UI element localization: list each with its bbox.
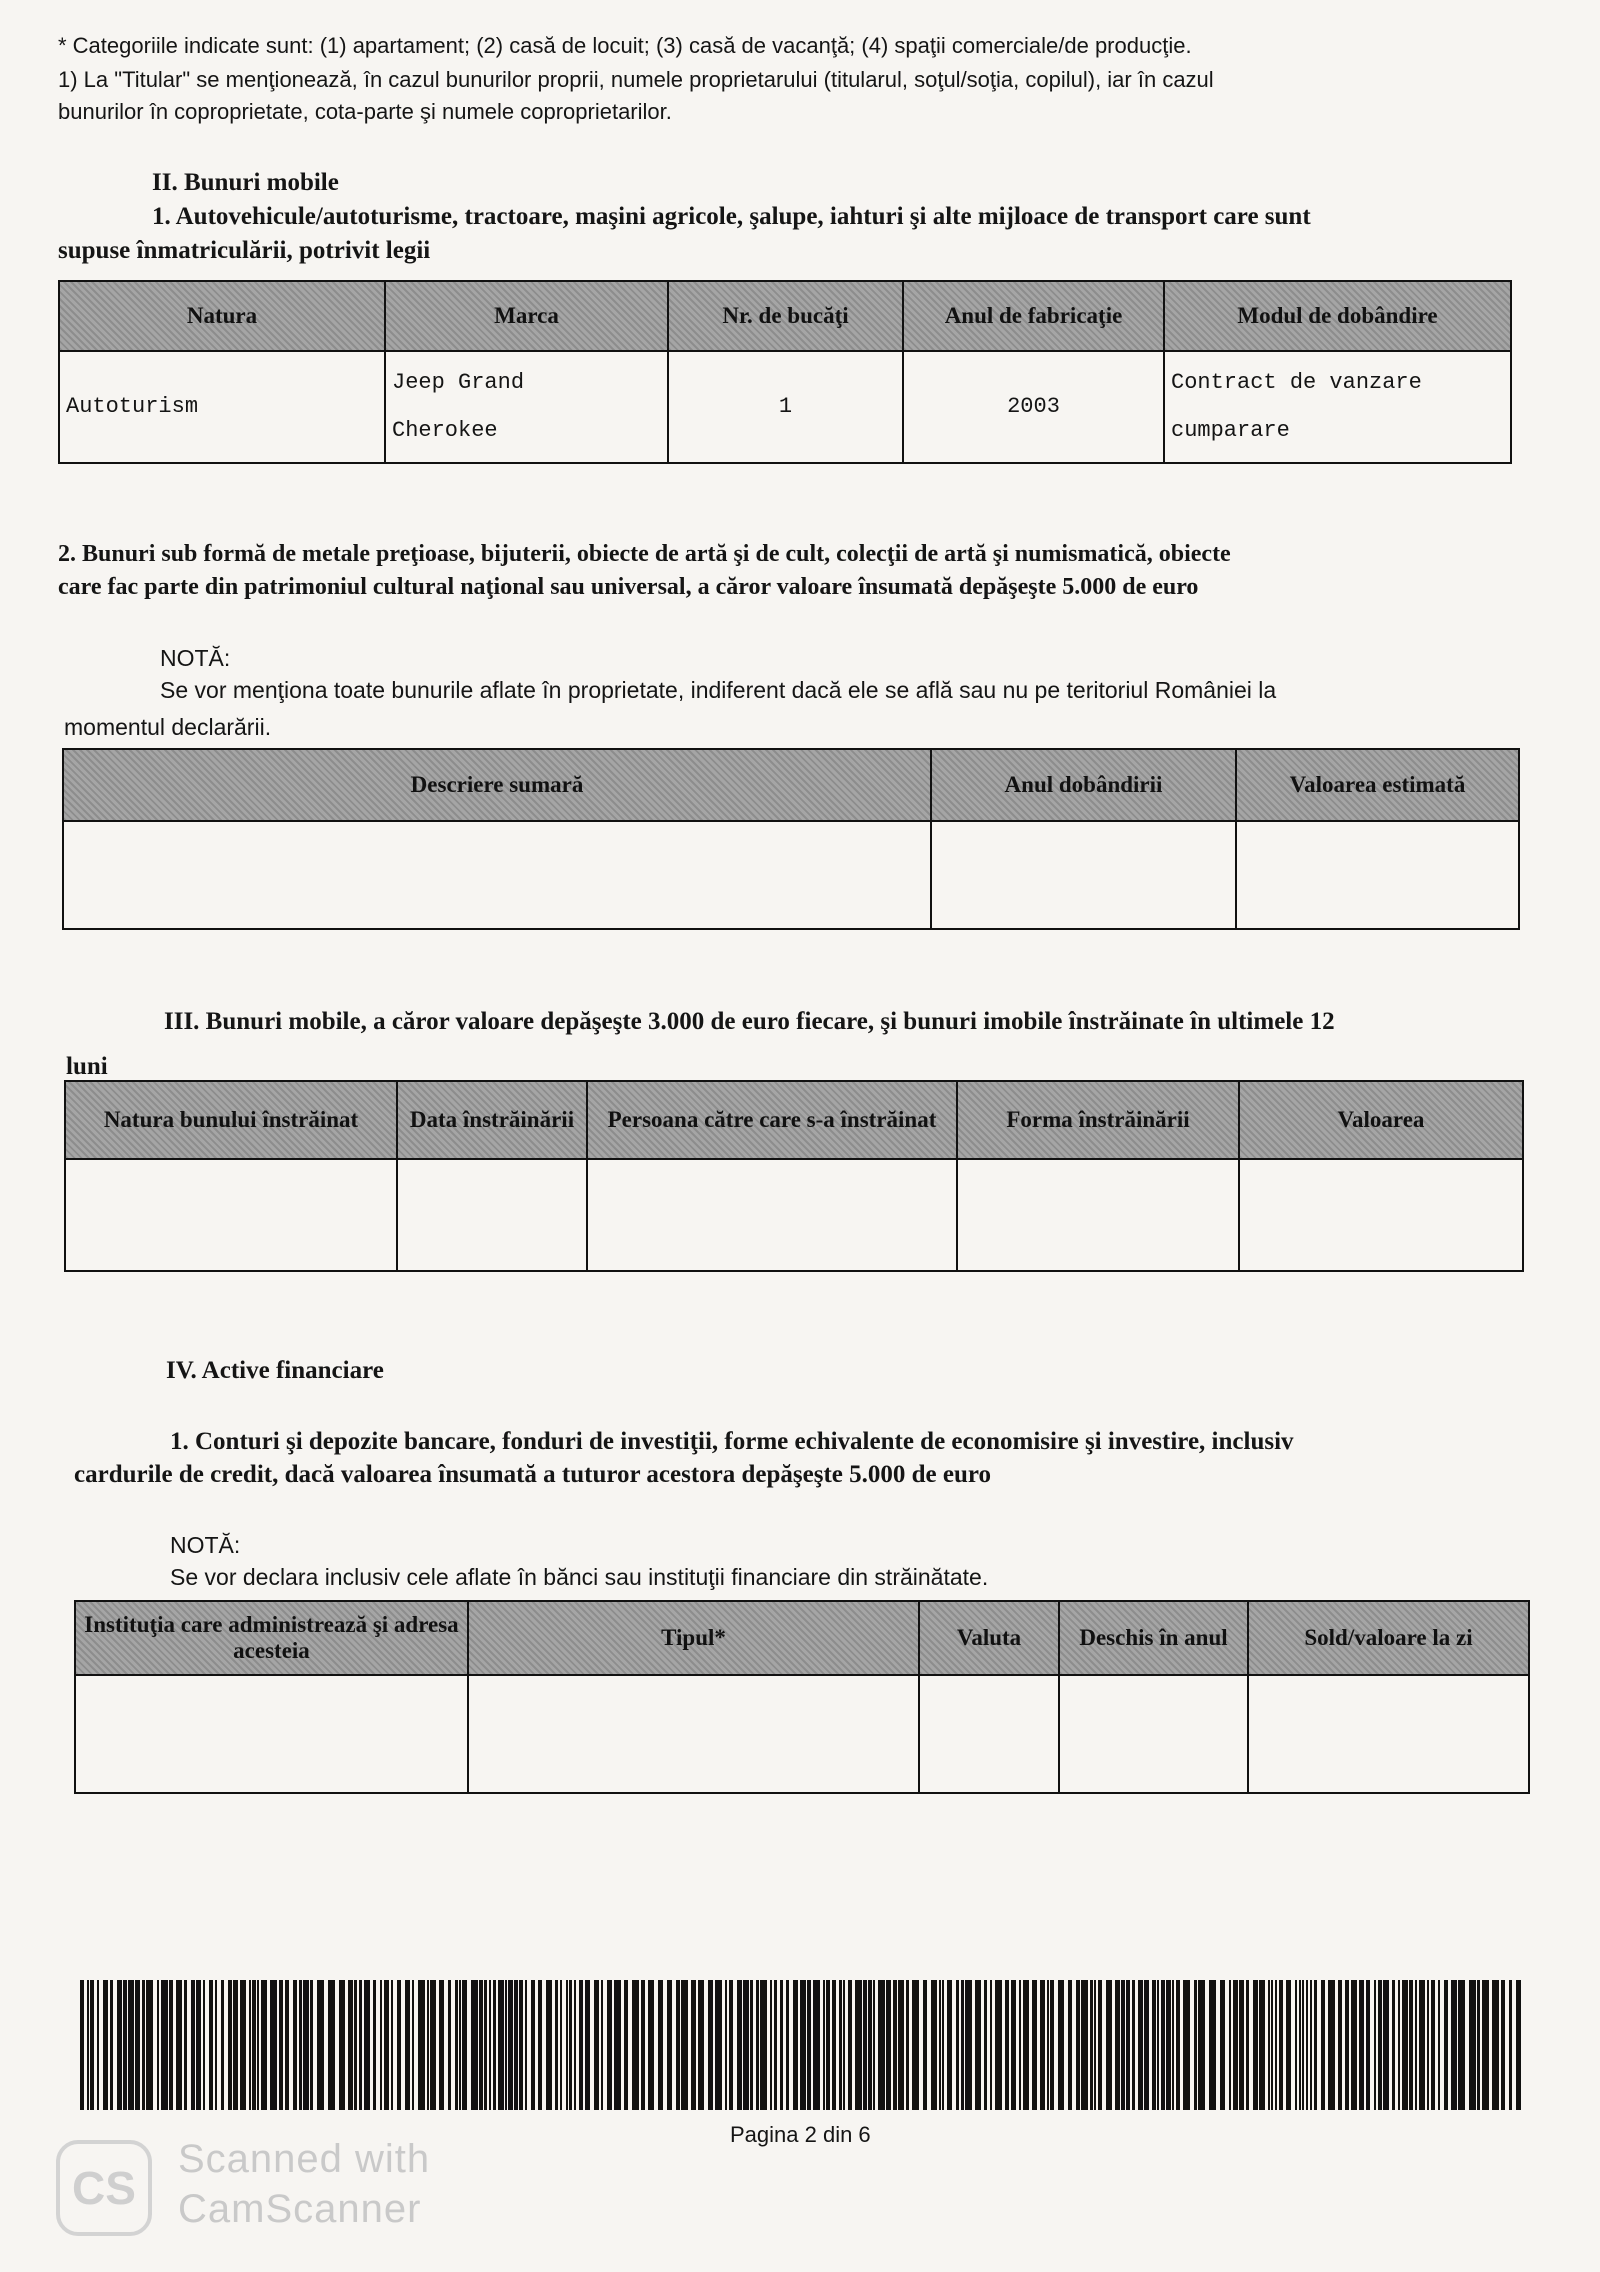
barcode-bar bbox=[285, 1980, 289, 2110]
header-descriere-sumara: Descriere sumară bbox=[63, 749, 931, 821]
barcode-bar bbox=[1019, 1980, 1021, 2110]
barcode-bar bbox=[594, 1980, 599, 2110]
barcode-bar bbox=[514, 1980, 518, 2110]
barcode-bar bbox=[823, 1980, 825, 2110]
barcode-bar bbox=[1509, 1980, 1512, 2110]
barcode-bar bbox=[1259, 1980, 1265, 2110]
barcode-bar bbox=[1011, 1980, 1016, 2110]
barcode-bar bbox=[800, 1980, 806, 2110]
barcode-bar bbox=[1492, 1980, 1499, 2110]
subsection-conturi-line1: 1. Conturi şi depozite bancare, fonduri de investiţii, forme echivalente de economisire şi investire, inclusiv bbox=[170, 1428, 1294, 1455]
barcode-bar bbox=[1299, 1980, 1301, 2110]
barcode-bar bbox=[303, 1980, 309, 2110]
table-header-row bbox=[75, 1601, 1529, 1675]
barcode-bar bbox=[786, 1980, 789, 2110]
header-natura-bunului: Natura bunului înstrăinat bbox=[65, 1081, 397, 1159]
header-natura: Natura bbox=[59, 281, 385, 351]
barcode-bar bbox=[1438, 1980, 1440, 2110]
header-sold-valoare: Sold/valoare la zi bbox=[1248, 1601, 1529, 1675]
barcode-bar bbox=[1198, 1980, 1205, 2110]
barcode-bar bbox=[261, 1980, 267, 2110]
barcode-bar bbox=[196, 1980, 201, 2110]
barcode-bar bbox=[293, 1980, 297, 2110]
barcode-bar bbox=[1005, 1980, 1009, 2110]
barcode-bar bbox=[391, 1980, 393, 2110]
barcode-bar bbox=[1378, 1980, 1382, 2110]
barcode-bar bbox=[110, 1980, 113, 2110]
barcode-bar bbox=[215, 1980, 217, 2110]
barcode-bar bbox=[942, 1980, 944, 2110]
barcode-bar bbox=[1427, 1980, 1429, 2110]
camscanner-line2: CamScanner bbox=[178, 2187, 422, 2231]
subsection-2-line1: 2. Bunuri sub formă de metale preţioase, bijuterii, obiecte de artă şi de cult, colecţii de artă şi numismatică, obiecte bbox=[58, 541, 1231, 567]
barcode-bar bbox=[270, 1980, 277, 2110]
table-row bbox=[75, 1675, 1529, 1793]
cell-marca bbox=[385, 351, 668, 463]
barcode-bar bbox=[1058, 1980, 1064, 2110]
barcode-bar bbox=[780, 1980, 783, 2110]
barcode-bar bbox=[1161, 1980, 1165, 2110]
barcode-bar bbox=[354, 1980, 357, 2110]
barcode-bar bbox=[397, 1980, 401, 2110]
header-nr-bucati: Nr. de bucăţi bbox=[668, 281, 903, 351]
barcode-bar bbox=[1050, 1980, 1054, 2110]
barcode-bar bbox=[380, 1980, 382, 2110]
barcode-bar bbox=[1295, 1980, 1297, 2110]
barcode-bar bbox=[793, 1980, 798, 2110]
cell-natura: Autoturism bbox=[59, 351, 385, 463]
barcode-bar bbox=[418, 1980, 425, 2110]
cell-empty bbox=[1236, 821, 1519, 929]
barcode-bar bbox=[1239, 1980, 1244, 2110]
barcode-bar bbox=[1047, 1980, 1049, 2110]
barcode-bar bbox=[1482, 1980, 1489, 2110]
barcode-bar bbox=[1098, 1980, 1102, 2110]
barcode-bar bbox=[1501, 1980, 1505, 2110]
section-title-active-financiare: IV. Active financiare bbox=[166, 1357, 384, 1384]
barcode-bar bbox=[546, 1980, 552, 2110]
barcode-bar bbox=[878, 1980, 885, 2110]
barcode-bar bbox=[947, 1980, 952, 2110]
barcode-bar bbox=[1351, 1980, 1357, 2110]
barcode-bar bbox=[1469, 1980, 1476, 2110]
barcode-bar bbox=[448, 1980, 451, 2110]
barcode-bar bbox=[531, 1980, 535, 2110]
barcode-bar bbox=[1302, 1980, 1304, 2110]
barcode-bar bbox=[1090, 1980, 1093, 2110]
barcode-bar bbox=[1345, 1980, 1349, 2110]
barcode-bar bbox=[614, 1980, 621, 2110]
barcode-bar bbox=[886, 1980, 891, 2110]
cell-empty bbox=[1248, 1675, 1529, 1793]
table-header-row bbox=[63, 749, 1519, 821]
barcode-bar bbox=[455, 1980, 458, 2110]
camscanner-line1: Scanned with bbox=[178, 2137, 431, 2181]
barcode-bar bbox=[1268, 1980, 1270, 2110]
camscanner-watermark bbox=[178, 2134, 430, 2234]
titular-note-line1: 1) La "Titular" se menţionează, în cazul bunurilor proprii, numele proprietarului (titularul, soţul/soţia, copilul), iar în cazul bbox=[58, 67, 1214, 92]
categories-note: * Categoriile indicate sunt: (1) apartament; (2) casă de locuit; (3) casă de vacanţă; (4) spaţii comerciale/de producţie. bbox=[58, 33, 1192, 58]
barcode-bar bbox=[252, 1980, 256, 2110]
barcode-bar bbox=[1306, 1980, 1308, 2110]
page-number: Pagina 2 din 6 bbox=[730, 2122, 871, 2147]
barcode-bar bbox=[1328, 1980, 1335, 2110]
barcode-bar bbox=[117, 1980, 122, 2110]
barcode-bar bbox=[555, 1980, 558, 2110]
barcode-bar bbox=[471, 1980, 478, 2110]
barcode-bar bbox=[585, 1980, 590, 2110]
vehicles-table bbox=[58, 280, 1512, 464]
barcode-bar bbox=[843, 1980, 845, 2110]
barcode-bar bbox=[317, 1980, 324, 2110]
alienated-assets-table bbox=[64, 1080, 1524, 1272]
titular-note-line2: bunurilor în coproprietate, cota-parte şi numele coproprietarilor. bbox=[58, 99, 672, 124]
barcode-bar bbox=[508, 1980, 513, 2110]
barcode-bar bbox=[658, 1980, 663, 2110]
nota-label: NOTĂ: bbox=[160, 645, 231, 671]
barcode-bar bbox=[1275, 1980, 1277, 2110]
nota-label-financiare: NOTĂ: bbox=[170, 1532, 241, 1558]
barcode-bar bbox=[1183, 1980, 1190, 2110]
barcode-bar bbox=[667, 1980, 672, 2110]
barcode-bar bbox=[90, 1980, 94, 2110]
barcode-bar bbox=[1402, 1980, 1408, 2110]
table-header-row bbox=[59, 281, 1511, 351]
barcode-bar bbox=[142, 1980, 145, 2110]
barcode-bar bbox=[484, 1980, 487, 2110]
barcode-bar bbox=[923, 1980, 927, 2110]
barcode-bar bbox=[1321, 1980, 1325, 2110]
barcode-bar bbox=[807, 1980, 811, 2110]
barcode-bar bbox=[1209, 1980, 1216, 2110]
barcode-bar bbox=[839, 1980, 842, 2110]
subsection-1-line2: supuse înmatriculării, potrivit legii bbox=[58, 237, 431, 264]
barcode-bar bbox=[715, 1980, 722, 2110]
barcode-bar bbox=[760, 1980, 767, 2110]
header-valuta: Valuta bbox=[919, 1601, 1059, 1675]
barcode-bar bbox=[1477, 1980, 1480, 2110]
header-tipul: Tipul* bbox=[468, 1601, 919, 1675]
barcode-bar bbox=[1271, 1980, 1273, 2110]
barcode-bar bbox=[525, 1980, 527, 2110]
barcode-bar bbox=[725, 1980, 727, 2110]
barcode-bar bbox=[961, 1980, 964, 2110]
barcode-bar bbox=[1040, 1980, 1045, 2110]
subsection-conturi-line2: cardurile de credit, dacă valoarea însumată a tuturor acestora depăşeşte 5.000 de euro bbox=[74, 1461, 992, 1488]
barcode-bar bbox=[373, 1980, 376, 2110]
barcode-bar bbox=[1121, 1980, 1125, 2110]
cell-marca-line2: Cherokee bbox=[392, 418, 498, 443]
section-title-bunuri-mobile: II. Bunuri mobile bbox=[152, 169, 339, 196]
barcode-bar bbox=[1194, 1980, 1197, 2110]
header-anul-fabricatie: Anul de fabricaţie bbox=[903, 281, 1164, 351]
barcode-bar bbox=[1144, 1980, 1149, 2110]
header-data-instrainarii: Data înstrăinării bbox=[397, 1081, 587, 1159]
barcode-bar bbox=[184, 1980, 187, 2110]
barcode-bar bbox=[233, 1980, 238, 2110]
barcode-bar bbox=[479, 1980, 483, 2110]
barcode-bar bbox=[1431, 1980, 1435, 2110]
table-row bbox=[59, 351, 1511, 463]
barcode-bar bbox=[519, 1980, 523, 2110]
nota-financiare-line1: Se vor declara inclusiv cele aflate în bănci sau instituţii financiare din străinătate. bbox=[170, 1564, 989, 1590]
cell-empty bbox=[468, 1675, 919, 1793]
barcode-bar bbox=[774, 1980, 777, 2110]
barcode-bar bbox=[1359, 1980, 1364, 2110]
barcode-bar bbox=[462, 1980, 467, 2110]
barcode-bar bbox=[80, 1980, 84, 2110]
header-valoarea: Valoarea bbox=[1239, 1081, 1523, 1159]
barcode-bar bbox=[1392, 1980, 1395, 2110]
header-forma-instrainarii: Forma înstrăinării bbox=[957, 1081, 1239, 1159]
barcode-bar bbox=[770, 1980, 772, 2110]
barcode-bar bbox=[676, 1980, 680, 2110]
barcode-bar bbox=[1253, 1980, 1258, 2110]
barcode-bar bbox=[931, 1980, 937, 2110]
cell-modul-line2: cumparare bbox=[1171, 418, 1290, 443]
barcode-bar bbox=[146, 1980, 153, 2110]
barcode-bar bbox=[750, 1980, 753, 2110]
section-title-instrainate-line1: III. Bunuri mobile, a căror valoare depăşeşte 3.000 de euro fiecare, şi bunuri imobile înstrăinate în ultimele 12 bbox=[164, 1008, 1335, 1035]
table-row bbox=[63, 821, 1519, 929]
barcode-bar bbox=[906, 1980, 909, 2110]
barcode-bar bbox=[579, 1980, 583, 2110]
barcode-bar bbox=[359, 1980, 362, 2110]
header-marca: Marca bbox=[385, 281, 668, 351]
barcode-bar bbox=[569, 1980, 572, 2110]
barcode-bar bbox=[128, 1980, 134, 2110]
barcode-bar bbox=[505, 1980, 507, 2110]
barcode-bar bbox=[1157, 1980, 1159, 2110]
barcode-bar bbox=[339, 1980, 345, 2110]
barcode-bar bbox=[427, 1980, 429, 2110]
barcode-bar bbox=[975, 1980, 981, 2110]
barcode-bar bbox=[574, 1980, 576, 2110]
barcode-bar bbox=[157, 1980, 159, 2110]
header-persoana: Persoana către care s-a înstrăinat bbox=[587, 1081, 957, 1159]
barcode-bar bbox=[1032, 1980, 1037, 2110]
header-modul-dobandire: Modul de dobândire bbox=[1164, 281, 1511, 351]
barcode-bar bbox=[1166, 1980, 1171, 2110]
barcode-bar bbox=[863, 1980, 867, 2110]
cell-nr-bucati: 1 bbox=[668, 351, 903, 463]
barcode-bar bbox=[813, 1980, 820, 2110]
nota-line2: momentul declarării. bbox=[64, 714, 272, 740]
barcode-bar bbox=[203, 1980, 205, 2110]
barcode-bar bbox=[1451, 1980, 1457, 2110]
header-anul-dobandirii: Anul dobândirii bbox=[931, 749, 1236, 821]
barcode-bar bbox=[221, 1980, 224, 2110]
barcode-bar bbox=[1415, 1980, 1417, 2110]
barcode-bar bbox=[939, 1980, 941, 2110]
barcode-bar bbox=[257, 1980, 259, 2110]
barcode-bar bbox=[489, 1980, 491, 2110]
table-row bbox=[65, 1159, 1523, 1271]
barcode-bar bbox=[956, 1980, 959, 2110]
camscanner-logo: CS bbox=[56, 2140, 152, 2236]
cell-empty bbox=[397, 1159, 587, 1271]
barcode-bar bbox=[493, 1980, 496, 2110]
cell-empty bbox=[1239, 1159, 1523, 1271]
cell-empty bbox=[75, 1675, 468, 1793]
barcode-bar bbox=[743, 1980, 749, 2110]
cell-empty bbox=[63, 821, 931, 929]
barcode-bar bbox=[169, 1980, 173, 2110]
table-header-row bbox=[65, 1081, 1523, 1159]
cell-modul-dobandire bbox=[1164, 351, 1511, 463]
barcode-bar bbox=[832, 1980, 836, 2110]
barcode-image bbox=[80, 1980, 1530, 2110]
barcode-bar bbox=[538, 1980, 542, 2110]
barcode-bar bbox=[691, 1980, 696, 2110]
barcode-bar bbox=[123, 1980, 127, 2110]
barcode-bar bbox=[439, 1980, 444, 2110]
barcode-bar bbox=[868, 1980, 872, 2110]
barcode-bar bbox=[1398, 1980, 1400, 2110]
financial-accounts-table bbox=[74, 1600, 1530, 1794]
barcode-bar bbox=[1081, 1980, 1088, 2110]
cell-marca-line1: Jeep Grand bbox=[392, 370, 525, 395]
barcode-bar bbox=[990, 1980, 992, 2110]
barcode-bar bbox=[1106, 1980, 1112, 2110]
barcode-bar bbox=[459, 1980, 461, 2110]
nota-line1: Se vor menţiona toate bunurile aflate în proprietate, indiferent dacă ele se află sau nu pe teritoriul României la bbox=[160, 677, 1277, 703]
barcode-bar bbox=[1444, 1980, 1448, 2110]
barcode-bar bbox=[405, 1980, 410, 2110]
barcode-bar bbox=[348, 1980, 353, 2110]
barcode-bar bbox=[632, 1980, 639, 2110]
barcode-bar bbox=[1409, 1980, 1413, 2110]
barcode-bar bbox=[364, 1980, 370, 2110]
barcode-bar bbox=[984, 1980, 987, 2110]
barcode-bar bbox=[1152, 1980, 1156, 2110]
barcode-bar bbox=[965, 1980, 972, 2110]
barcode-bar bbox=[1138, 1980, 1143, 2110]
barcode-bar bbox=[191, 1980, 195, 2110]
barcode-bar bbox=[1516, 1980, 1521, 2110]
barcode-bar bbox=[737, 1980, 742, 2110]
cell-empty bbox=[1059, 1675, 1248, 1793]
barcode-bar bbox=[384, 1980, 389, 2110]
cell-modul-line1: Contract de vanzare bbox=[1171, 370, 1422, 395]
barcode-bar bbox=[729, 1980, 733, 2110]
header-deschis-in-anul: Deschis în anul bbox=[1059, 1601, 1248, 1675]
barcode-bar bbox=[848, 1980, 852, 2110]
barcode-bar bbox=[328, 1980, 335, 2110]
barcode-bar bbox=[1286, 1980, 1291, 2110]
barcode-bar bbox=[641, 1980, 645, 2110]
barcode-bar bbox=[1220, 1980, 1225, 2110]
barcode-bar bbox=[1246, 1980, 1249, 2110]
cell-empty bbox=[587, 1159, 957, 1271]
barcode-bar bbox=[249, 1980, 251, 2110]
barcode-bar bbox=[681, 1980, 688, 2110]
subsection-1-line1: 1. Autovehicule/autoturisme, tractoare, maşini agricole, şalupe, iahturi şi alte mijloace de transport care sunt bbox=[152, 203, 1311, 230]
barcode-bar bbox=[1458, 1980, 1465, 2110]
barcode-bar bbox=[279, 1980, 283, 2110]
barcode-bar bbox=[566, 1980, 568, 2110]
cell-empty bbox=[65, 1159, 397, 1271]
barcode-bar bbox=[1383, 1980, 1389, 2110]
barcode-bar bbox=[1115, 1980, 1120, 2110]
barcode-bar bbox=[1094, 1980, 1096, 2110]
barcode-bar bbox=[310, 1980, 313, 2110]
cell-empty bbox=[957, 1159, 1239, 1271]
barcode-bar bbox=[855, 1980, 862, 2110]
barcode-bar bbox=[873, 1980, 875, 2110]
barcode-bar bbox=[756, 1980, 759, 2110]
barcode-bar bbox=[1176, 1980, 1180, 2110]
header-institutia: Instituţia care administrează şi adresa acesteia bbox=[75, 1601, 468, 1675]
barcode-bar bbox=[1229, 1980, 1231, 2110]
barcode-bar bbox=[228, 1980, 232, 2110]
cell-anul-fabricatie: 2003 bbox=[903, 351, 1164, 463]
barcode-bar bbox=[97, 1980, 99, 2110]
header-valoarea-estimata: Valoarea estimată bbox=[1236, 749, 1519, 821]
barcode-bar bbox=[1338, 1980, 1342, 2110]
barcode-bar bbox=[624, 1980, 628, 2110]
section-title-instrainate-line2: luni bbox=[66, 1053, 108, 1080]
barcode-bar bbox=[209, 1980, 213, 2110]
barcode-bar bbox=[176, 1980, 182, 2110]
barcode-bar bbox=[430, 1980, 436, 2110]
barcode-bar bbox=[601, 1980, 603, 2110]
barcode-bar bbox=[826, 1980, 830, 2110]
subsection-2-line2: care fac parte din patrimoniul cultural naţional sau universal, a căror valoare însumată depăşeşte 5.000 de euro bbox=[58, 574, 1199, 600]
barcode-bar bbox=[299, 1980, 302, 2110]
barcode-bar bbox=[560, 1980, 562, 2110]
barcode-bar bbox=[1366, 1980, 1370, 2110]
barcode-bar bbox=[135, 1980, 140, 2110]
barcode-bar bbox=[1132, 1980, 1135, 2110]
barcode-bar bbox=[1126, 1980, 1130, 2110]
barcode-bar bbox=[1076, 1980, 1080, 2110]
barcode-bar bbox=[898, 1980, 904, 2110]
barcode-bar bbox=[1023, 1980, 1029, 2110]
barcode-bar bbox=[912, 1980, 919, 2110]
barcode-bar bbox=[607, 1980, 612, 2110]
barcode-bar bbox=[1233, 1980, 1238, 2110]
barcode-bar bbox=[708, 1980, 713, 2110]
barcode-bar bbox=[648, 1980, 654, 2110]
barcode-bar bbox=[498, 1980, 504, 2110]
barcode-bar bbox=[1172, 1980, 1174, 2110]
barcode-bar bbox=[412, 1980, 414, 2110]
barcode-bar bbox=[240, 1980, 246, 2110]
barcode-bar bbox=[161, 1980, 168, 2110]
barcode-bar bbox=[1374, 1980, 1376, 2110]
barcode-bar bbox=[1310, 1980, 1312, 2110]
barcode-bar bbox=[1314, 1980, 1317, 2110]
barcode-bar bbox=[1068, 1980, 1072, 2110]
barcode-bar bbox=[698, 1980, 704, 2110]
cell-empty bbox=[919, 1675, 1059, 1793]
barcode-bar bbox=[995, 1980, 1002, 2110]
cell-empty bbox=[931, 821, 1236, 929]
barcode-bar bbox=[1419, 1980, 1425, 2110]
barcode-bar bbox=[103, 1980, 108, 2110]
barcode-bar bbox=[1279, 1980, 1283, 2110]
barcode-bar bbox=[893, 1980, 897, 2110]
valuables-table bbox=[62, 748, 1520, 930]
barcode-bar bbox=[87, 1980, 89, 2110]
